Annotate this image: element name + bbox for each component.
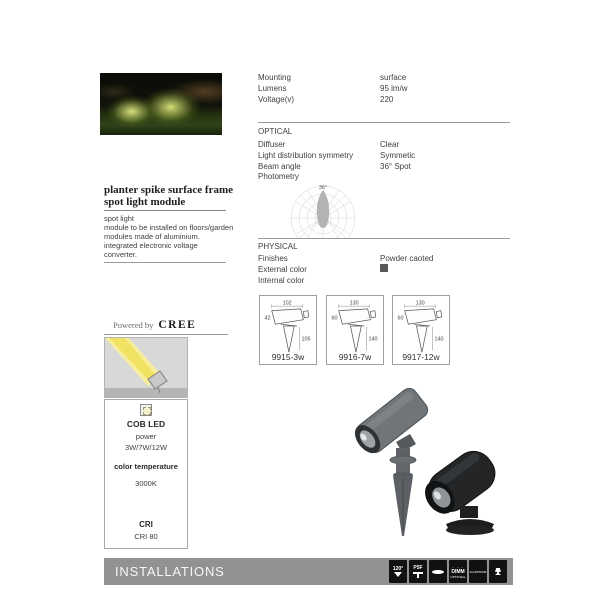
mounting-spec-table	[258, 72, 408, 105]
beam-lobe	[317, 190, 330, 228]
spec-row	[258, 275, 433, 286]
model-name: 9915-3w	[271, 352, 305, 362]
dim-spike: 105	[301, 336, 311, 343]
spec-row	[258, 94, 408, 105]
spec-label: Voltage(v)	[258, 95, 295, 104]
divider	[104, 262, 226, 263]
mount-icon: P5F	[409, 560, 427, 583]
physical-section-title: PHYSICAL	[258, 242, 298, 251]
surface-spotlight-photo	[417, 444, 502, 535]
spec-value: Symmetic	[380, 151, 416, 160]
spec-value: Clear	[380, 140, 400, 149]
dimension-drawing	[260, 298, 316, 354]
beam-angle-label: 36°	[318, 185, 328, 191]
installations-bar	[104, 558, 513, 585]
dimension-drawing	[393, 298, 449, 354]
spec-label: Lumens	[258, 84, 287, 93]
color-temperature-label: color temperature	[114, 462, 178, 471]
optical-spec-table	[258, 139, 415, 172]
model-box-9915	[259, 295, 317, 365]
dimension-drawing	[327, 298, 383, 354]
power-value: 3W/7W/12W	[124, 443, 168, 452]
spike-spotlight-photo	[350, 385, 431, 536]
beam-illustration-drawing	[105, 338, 187, 397]
spec-label: Light distribution symmetry	[258, 151, 354, 160]
spec-label: Internal color	[258, 276, 305, 285]
spec-value: surface	[380, 73, 407, 82]
divider	[104, 334, 228, 335]
beam-rotation-icon: 120°	[389, 560, 407, 583]
product-title	[104, 185, 264, 208]
photometry-polar-diagram	[286, 180, 360, 238]
divider	[104, 210, 226, 211]
spec-row	[258, 161, 415, 172]
installations-title: INSTALLATIONS	[115, 564, 225, 579]
spec-label: Mounting	[258, 73, 291, 82]
optical-section-title: OPTICAL	[258, 127, 293, 136]
description-line: spot light	[104, 214, 135, 223]
dim-side: 60	[397, 315, 404, 322]
spec-row	[258, 264, 433, 275]
model-box-9917	[392, 295, 450, 365]
spec-row	[258, 253, 433, 264]
spec-value: 36° Spot	[380, 162, 411, 171]
divider	[258, 238, 510, 239]
model-name: 9917-12w	[402, 352, 440, 362]
dim-top: 130	[349, 300, 359, 307]
dim-spike: 140	[368, 336, 378, 343]
dimmable-icon: - - - DIMM OPTIONAL	[449, 560, 467, 583]
bollard-lamp-icon	[489, 560, 507, 583]
garden-night-photo	[100, 73, 222, 135]
description-line: modules made of aluminium.	[104, 232, 200, 241]
photometry-label: Photometry	[258, 172, 299, 181]
spec-value: 220	[380, 95, 394, 104]
spec-row	[258, 83, 408, 94]
led-spec-box	[104, 399, 188, 549]
feature-badges	[389, 560, 507, 583]
spec-row	[258, 72, 408, 83]
spec-label: Diffuser	[258, 140, 286, 149]
description-line: module to be installed on floors/garden	[104, 223, 234, 232]
spec-row	[258, 150, 415, 161]
spec-label: Finishes	[258, 254, 288, 263]
cob-led-chip-icon	[140, 404, 152, 416]
divider	[258, 122, 510, 123]
dim-side: 60	[331, 315, 338, 322]
physical-spec-table	[258, 253, 433, 286]
product-title-line2: spot light module	[104, 195, 186, 208]
powered-by	[113, 315, 196, 333]
dim-spike: 140	[434, 336, 444, 343]
ground-strip	[105, 388, 187, 397]
dim-side: 42	[264, 315, 271, 322]
beam-illustration	[104, 337, 188, 398]
spec-label: External color	[258, 265, 307, 274]
powered-by-prefix: Powered by	[113, 320, 154, 330]
description-line: converter.	[104, 250, 137, 259]
product-title-line1: planter spike surface frame	[104, 184, 234, 196]
model-name: 9916-7w	[338, 352, 372, 362]
cri-value: CRI 80	[134, 532, 158, 541]
cree-logo: CREE	[158, 319, 197, 331]
led-title: COB LED	[126, 419, 166, 429]
external-color-swatch	[380, 264, 388, 272]
cri-label: CRI	[139, 520, 153, 529]
spec-value: Powder caoted	[380, 254, 434, 263]
color-temperature-value: 3000K	[135, 479, 157, 488]
product-photos	[330, 368, 516, 540]
power-label: power	[135, 432, 157, 441]
dim-top: 130	[415, 300, 425, 307]
product-description	[104, 214, 244, 259]
spec-label: Beam angle	[258, 162, 301, 171]
low-profile-fixture-icon	[429, 560, 447, 583]
spec-row	[258, 139, 415, 150]
description-line: integrated electronic voltage	[104, 241, 198, 250]
aluminium-icon: ALUMINIUM	[469, 560, 487, 583]
model-box-9916	[326, 295, 384, 365]
dim-top: 102	[282, 300, 292, 307]
spec-value: 95 lm/w	[380, 84, 408, 93]
